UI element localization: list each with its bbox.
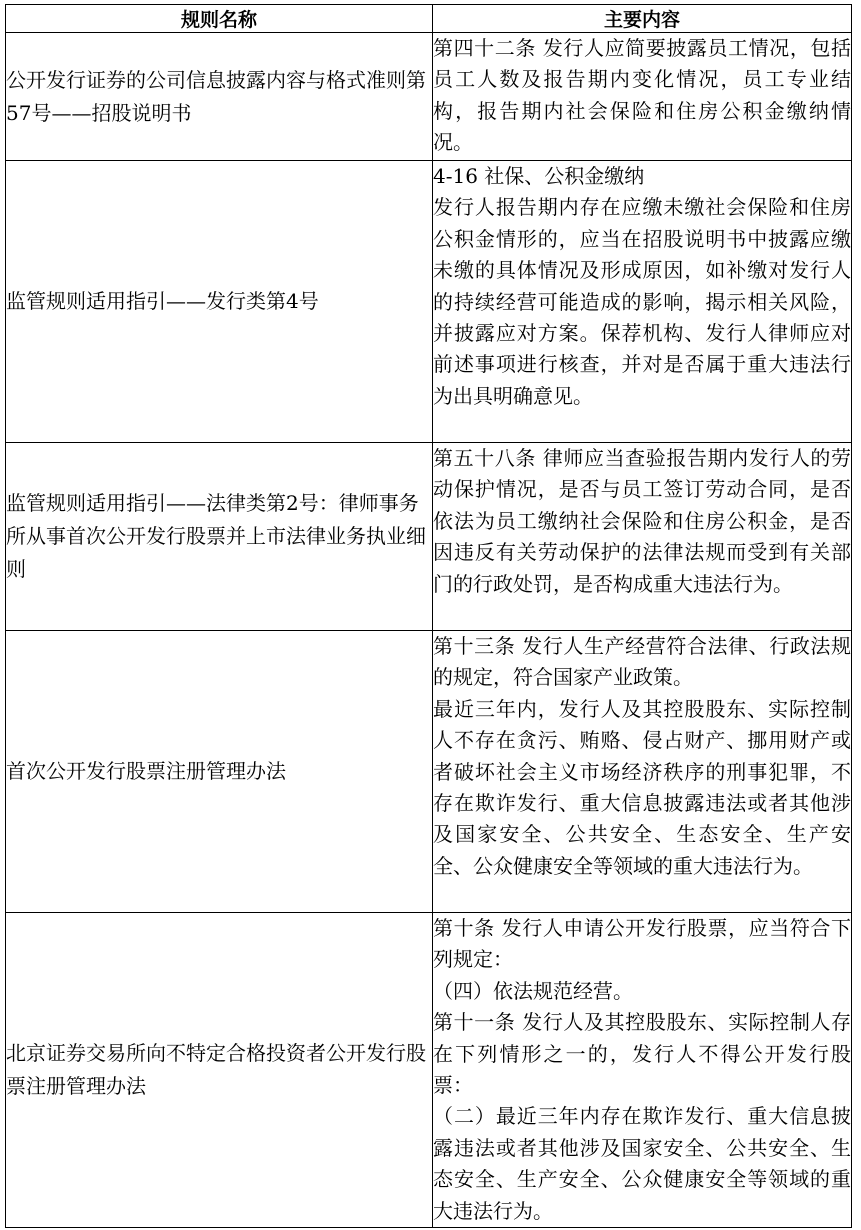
header-main-content: 主要内容: [433, 5, 852, 33]
rule-name-cell: 监管规则适用指引——法律类第2号：律师事务所从事首次公开发行股票并上市法律业务执业细则: [6, 443, 433, 631]
content-paragraph: 4-16 社保、公积金缴纳: [433, 164, 645, 188]
table-row: [6, 443, 852, 631]
rule-content-cell: [433, 161, 852, 443]
rule-name-cell: 公开发行证券的公司信息披露内容与格式准则第57号——招股说明书: [6, 33, 433, 161]
content-paragraph: 第四十二条 发行人应简要披露员工情况，包括员工人数及报告期内变化情况，员工专业结构，报告期内社会保险和住房公积金缴纳情况。: [433, 36, 851, 155]
table-row: [6, 913, 852, 1228]
rule-content-cell: [433, 631, 852, 913]
header-row: [6, 5, 852, 33]
rule-content-cell: [433, 913, 852, 1228]
content-paragraph: 第十三条 发行人生产经营符合法律、行政法规的规定，符合国家产业政策。: [433, 634, 851, 690]
content-paragraph: （二）最近三年内存在欺诈发行、重大信息披露违法或者其他涉及国家安全、公共安全、生态安全、生产安全、公众健康安全等领域的重大违法行为。: [433, 1104, 851, 1223]
rule-content-cell: [433, 33, 852, 161]
table-row: [6, 33, 852, 161]
rules-table: [5, 4, 852, 1228]
header-rule-name: 规则名称: [6, 5, 433, 33]
table-row: [6, 631, 852, 913]
content-paragraph: （四）依法规范经营。: [433, 978, 633, 1003]
rule-name-cell: 首次公开发行股票注册管理办法: [6, 631, 433, 913]
table-row: [6, 161, 852, 443]
content-paragraph: 第十一条 发行人及其控股股东、实际控制人存在下列情形之一的，发行人不得公开发行股票：: [433, 1010, 851, 1098]
content-paragraph: 最近三年内，发行人及其控股股东、实际控制人不存在贪污、贿赂、侵占财产、挪用财产或者破坏社会主义市场经济秩序的刑事犯罪，不存在欺诈发行、重大信息披露违法或者其他涉及国家安全、公共安全、生态安全、生产安全、公众健康安全等领域的重大违法行为。: [433, 696, 851, 878]
content-paragraph: 第十条 发行人申请公开发行股票，应当符合下列规定：: [433, 916, 851, 972]
rule-name-cell: 北京证券交易所向不特定合格投资者公开发行股票注册管理办法: [6, 913, 433, 1228]
content-paragraph: 第五十八条 律师应当查验报告期内发行人的劳动保护情况，是否与员工签订劳动合同，是否依法为员工缴纳社会保险和住房公积金，是否因违反有关劳动保护的法律法规而受到有关部门的行政处罚，是否构成重大违法行为。: [433, 446, 851, 596]
rule-content-cell: [433, 443, 852, 631]
rule-name-cell: 监管规则适用指引——发行类第4号: [6, 161, 433, 443]
content-paragraph: 发行人报告期内存在应缴未缴社会保险和住房公积金情形的，应当在招股说明书中披露应缴未缴的具体情况及形成原因，如补缴对发行人的持续经营可能造成的影响，揭示相关风险，并披露应对方案。保荐机构、发行人律师应对前述事项进行核查，并对是否属于重大违法行为出具明确意见。: [433, 195, 851, 408]
